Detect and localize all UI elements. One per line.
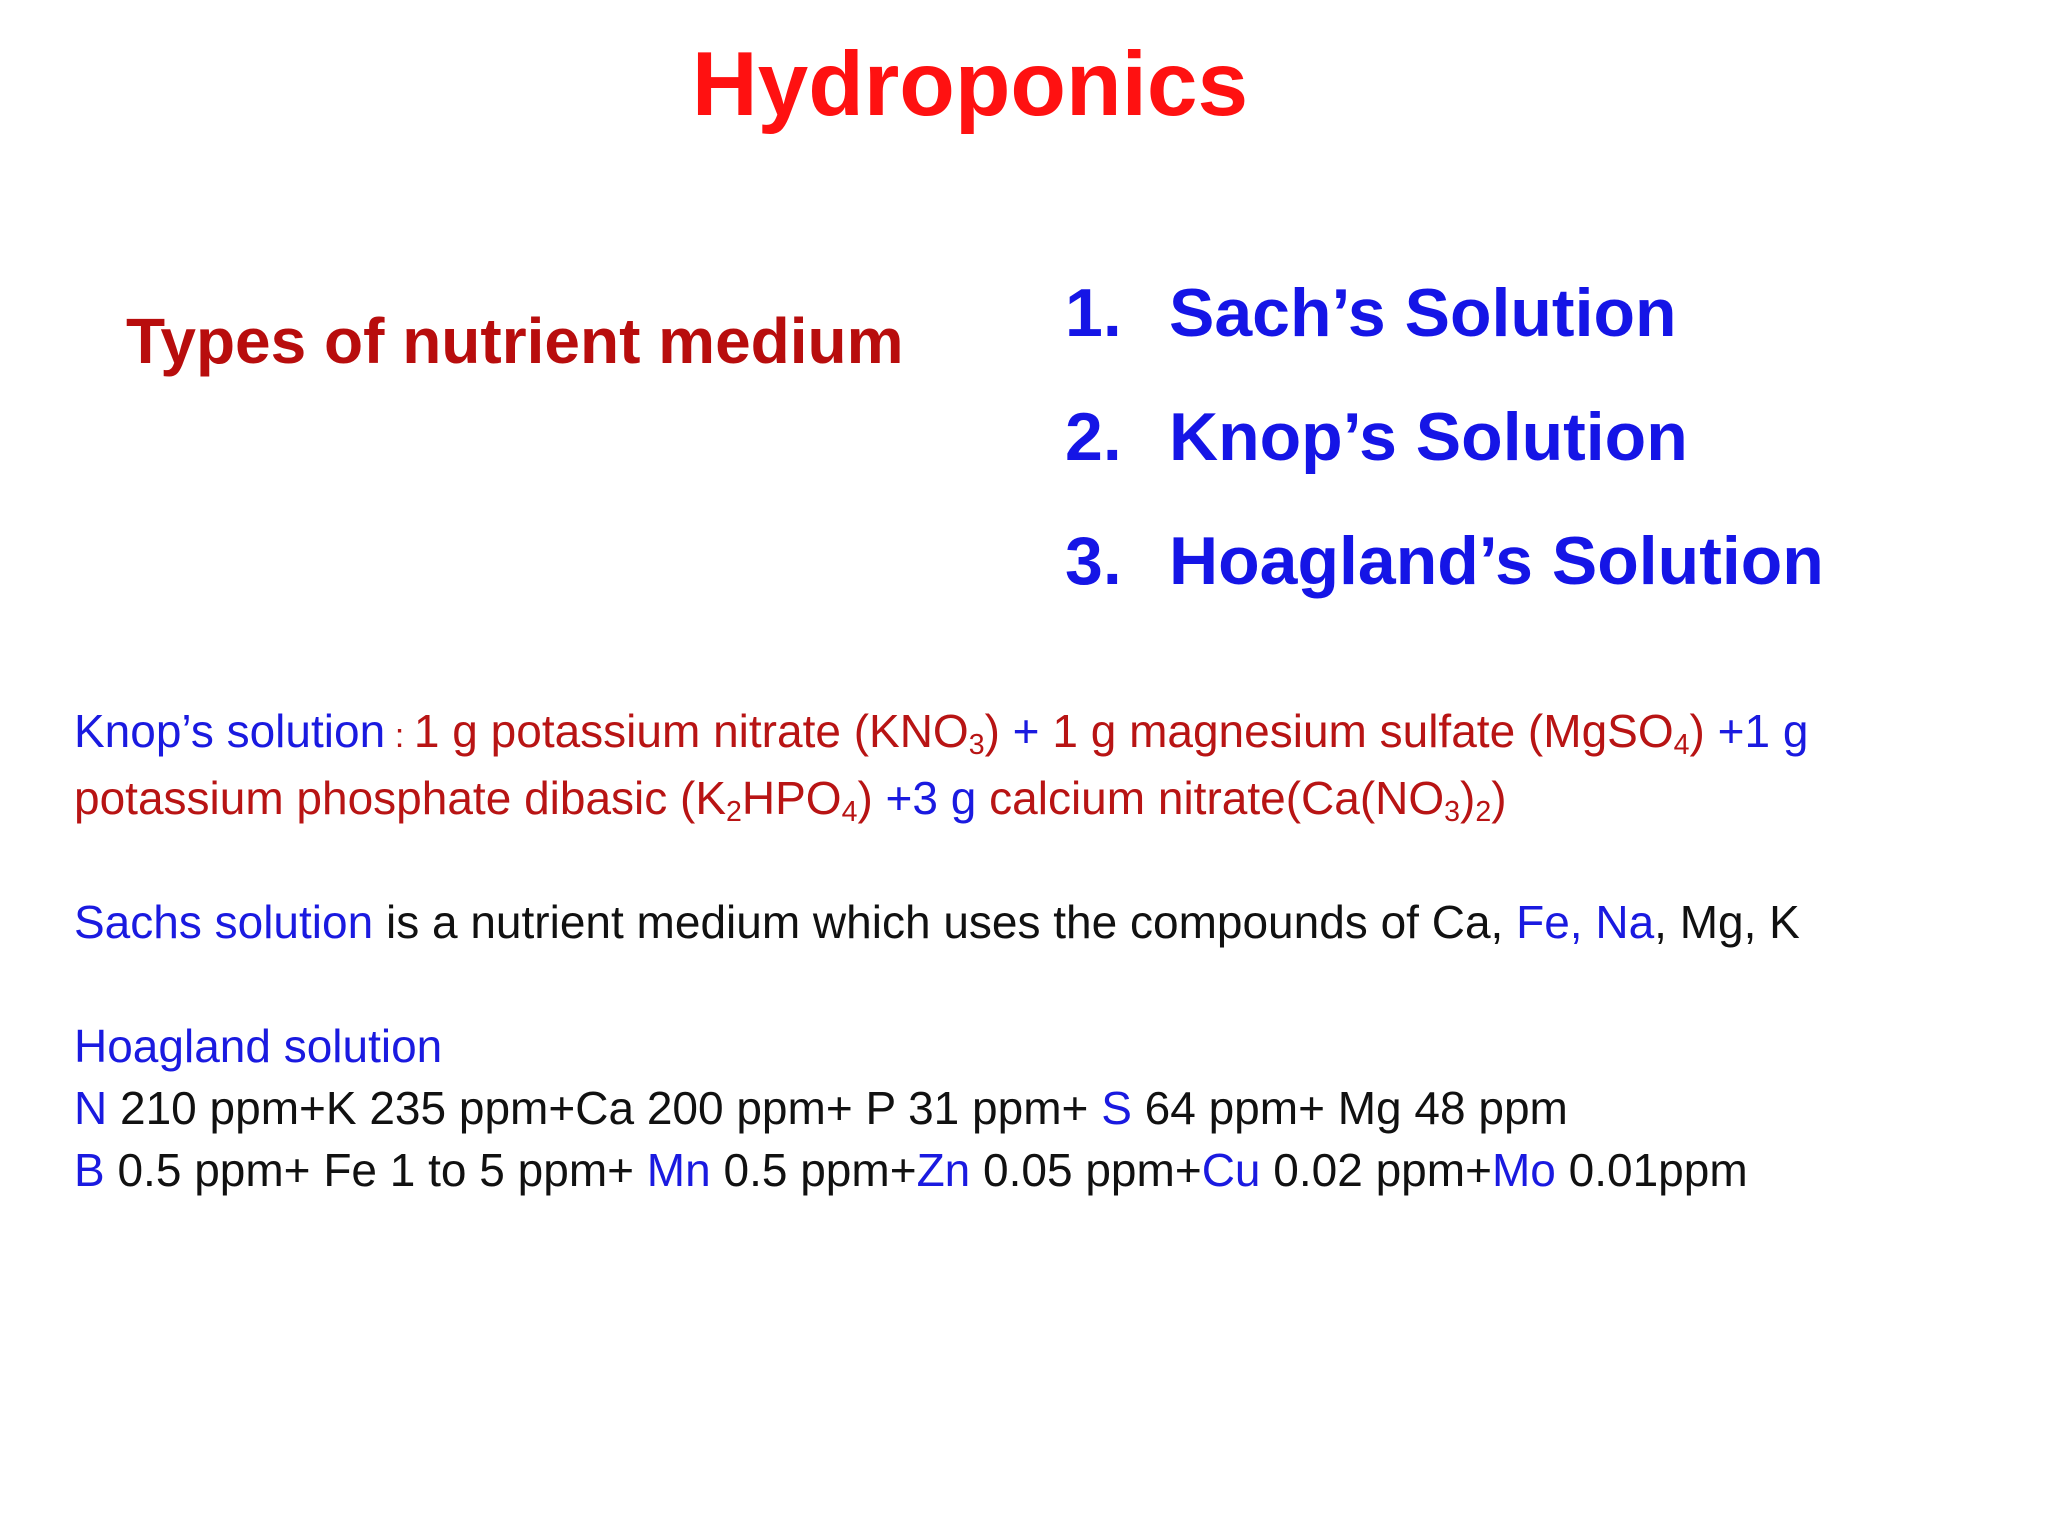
knop-text: 1 g magnesium sulfate (MgSO$_4$) [1052, 705, 1705, 762]
solution-label: Hoagland’s Solution [1169, 523, 1824, 599]
element-na: Na [1595, 896, 1655, 948]
knop-line-2 [74, 767, 2034, 829]
hoagland-label: Hoagland solution [74, 1020, 443, 1072]
element-mo: Mo [1491, 1144, 1556, 1196]
hoagland-text: 0.5 ppm+ Fe 1 to 5 ppm+ [104, 1144, 647, 1196]
knop-text: potassium phosphate dibasic $(K_2HPO_4)$ [74, 772, 873, 829]
knop-label: Knop’s solution [74, 705, 386, 757]
element-cu: Cu [1201, 1144, 1261, 1196]
hoagland-text: 0.05 ppm+ [970, 1144, 1202, 1196]
spacer [74, 829, 2034, 891]
hoagland-text: 0.02 ppm+ [1260, 1144, 1492, 1196]
list-number: 3. [1065, 523, 1122, 599]
knop-plus: + [999, 705, 1053, 757]
element-b: B [74, 1144, 105, 1196]
knop-plus: +3 g [872, 772, 990, 824]
list-number: 2. [1065, 399, 1122, 475]
solution-item [1065, 400, 1824, 524]
body-text [74, 700, 2034, 1201]
sachs-label: Sachs solution [74, 896, 374, 948]
solution-item [1065, 524, 1824, 648]
knop-plus: +1 g [1704, 705, 1809, 757]
sachs-line [74, 891, 2034, 953]
hoagland-label-line [74, 1015, 2034, 1077]
hoagland-line-1 [74, 1077, 2034, 1139]
sachs-text: is a nutrient medium which uses the compounds of Ca, [373, 896, 1517, 948]
hoagland-line-2 [74, 1139, 2034, 1201]
solution-item [1065, 276, 1824, 400]
hoagland-text: 210 ppm+K 235 ppm+Ca 200 ppm+ P 31 ppm+ [107, 1082, 1102, 1134]
solution-label: Knop’s Solution [1169, 399, 1688, 475]
element-mn: Mn [646, 1144, 711, 1196]
element-s: S [1101, 1082, 1132, 1134]
solution-list [1065, 276, 1824, 648]
knop-text: 1 g potassium nitrate $(KNO_3)$ [413, 705, 1000, 762]
solution-label: Sach’s Solution [1169, 275, 1677, 351]
element-fe: Fe [1516, 896, 1570, 948]
knop-colon: : [385, 717, 414, 755]
list-number: 1. [1065, 275, 1122, 351]
hoagland-text: 0.5 ppm+ [710, 1144, 917, 1196]
hoagland-text: 64 ppm+ Mg 48 ppm [1131, 1082, 1568, 1134]
separator: , [1569, 896, 1596, 948]
knop-text: calcium $nitrate(Ca(NO_3)_2)$ [989, 772, 1507, 829]
sachs-rest: , Mg, K [1654, 896, 1800, 948]
element-n: N [74, 1082, 108, 1134]
element-zn: Zn [916, 1144, 971, 1196]
types-of-nutrient-medium-heading: Types of nutrient medium [126, 305, 904, 377]
slide-title: Hydroponics [691, 34, 1249, 135]
knop-line-1 [74, 700, 2034, 767]
spacer [74, 953, 2034, 1015]
hoagland-text: 0.01ppm [1555, 1144, 1748, 1196]
